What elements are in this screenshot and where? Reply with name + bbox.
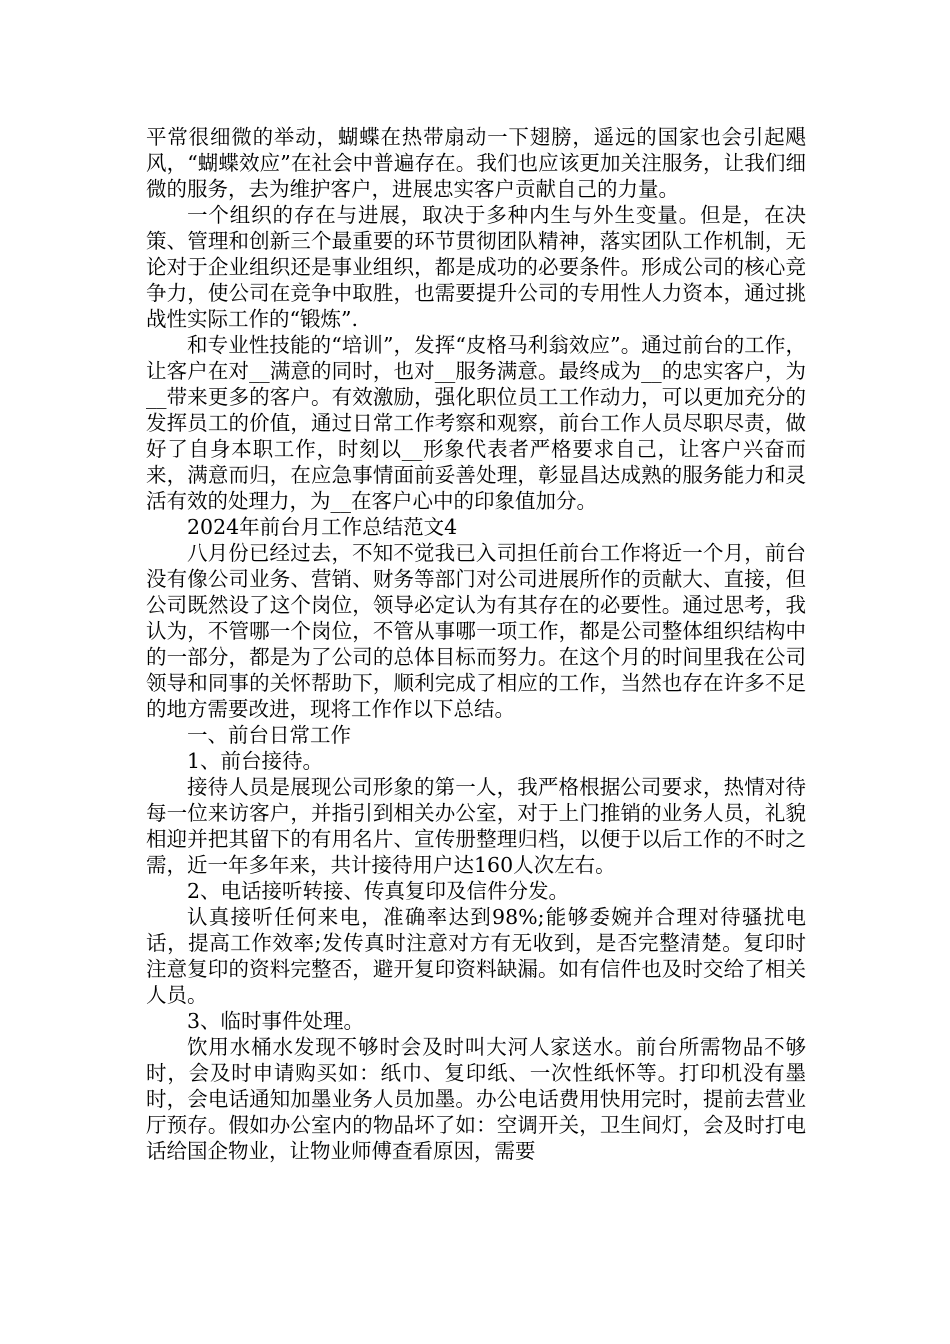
- subsection-heading-1: 一、前台日常工作: [187, 723, 351, 747]
- paragraph-2: 一个组织的存在与进展，取决于多种内生与外生变量。但是，在决策、管理和创新三个最重要的环节贯彻团队精神，落实团队工作机制，无论对于企业组织还是事业组织，都是成功的必要条件。形成公司的核心竞争力，使公司在竞争中取胜，也需要提升公司的专用性人力资本，通过挑战性实际工作的“锻炼”.: [146, 203, 806, 331]
- paragraph-5: 八月份已经过去，不知不觉我已入司担任前台工作将近一个月，前台没有像公司业务、营销、财务等部门对公司进展所作的贡献大、直接，但公司既然设了这个岗位，领导必定认为有其存在的必要性。通过思考，我认为，不管哪一个岗位，不管从事哪一项工作，都是公司整体组织结构中的一部分，都是为了公司的总体目标而努力。在这个月的时间里我在公司领导和同事的关怀帮助下，顺利完成了相应的工作，当然也存在许多不足的地方需要改进，现将工作作以下总结。: [146, 541, 806, 721]
- item-heading-1: 1、前台接待。: [187, 749, 324, 773]
- paragraph-12: 饮用水桶水发现不够时会及时叫大河人家送水。前台所需物品不够时，会及时申请购买如：纸巾、复印纸、一次性纸怀等。打印机没有墨时，会电话通知加墨业务人员加墨。办公电话费用快用完时，提前去营业厅预存。假如办公室内的物品坏了如：空调开关，卫生间灯，会及时打电话给国企物业，让物业师傅查看原因，需要: [146, 1035, 806, 1163]
- document-page: [146, 124, 806, 1164]
- paragraph-3: 和专业性技能的“培训”，发挥“皮格马利翁效应”。通过前台的工作，让客户在对__满意的同时，也对__服务满意。最终成为__的忠实客户，为__带来更多的客户。有效激励，强化职位员工工作动力，可以更加充分的发挥员工的价值，通过日常工作考察和观察，前台工作人员尽职尽责，做好了自身本职工作，时刻以__形象代表者严格要求自己，让客户兴奋而来，满意而归，在应急事情面前妥善处理，彰显昌达成熟的服务能力和灵活有效的处理力，为__在客户心中的印象值加分。: [146, 333, 806, 513]
- paragraph-10: 认真接听任何来电，准确率达到98%;能够委婉并合理对待骚扰电话，提高工作效率;发传真时注意对方有无收到，是否完整清楚。复印时注意复印的资料完整否，避开复印资料缺漏。如有信件也及时交给了相关人员。: [146, 905, 806, 1007]
- section-heading: 2024年前台月工作总结范文4: [187, 515, 458, 539]
- paragraph-8: 接待人员是展现公司形象的第一人，我严格根据公司要求，热情对待每一位来访客户，并指引到相关办公室，对于上门推销的业务人员，礼貌相迎并把其留下的有用名片、宣传册整理归档，以便于以后工作的不时之需，近一年多年来，共计接待用户达160人次左右。: [146, 775, 806, 877]
- paragraph-1: 平常很细微的举动，蝴蝶在热带扇动一下翅膀，遥远的国家也会引起飓风，“蝴蝶效应”在社会中普遍存在。我们也应该更加关注服务，让我们细微的服务，去为维护客户，进展忠实客户贡献自己的力量。: [146, 125, 806, 201]
- item-heading-3: 3、临时事件处理。: [187, 1009, 365, 1033]
- item-heading-2: 2、电话接听转接、传真复印及信件分发。: [187, 879, 570, 903]
